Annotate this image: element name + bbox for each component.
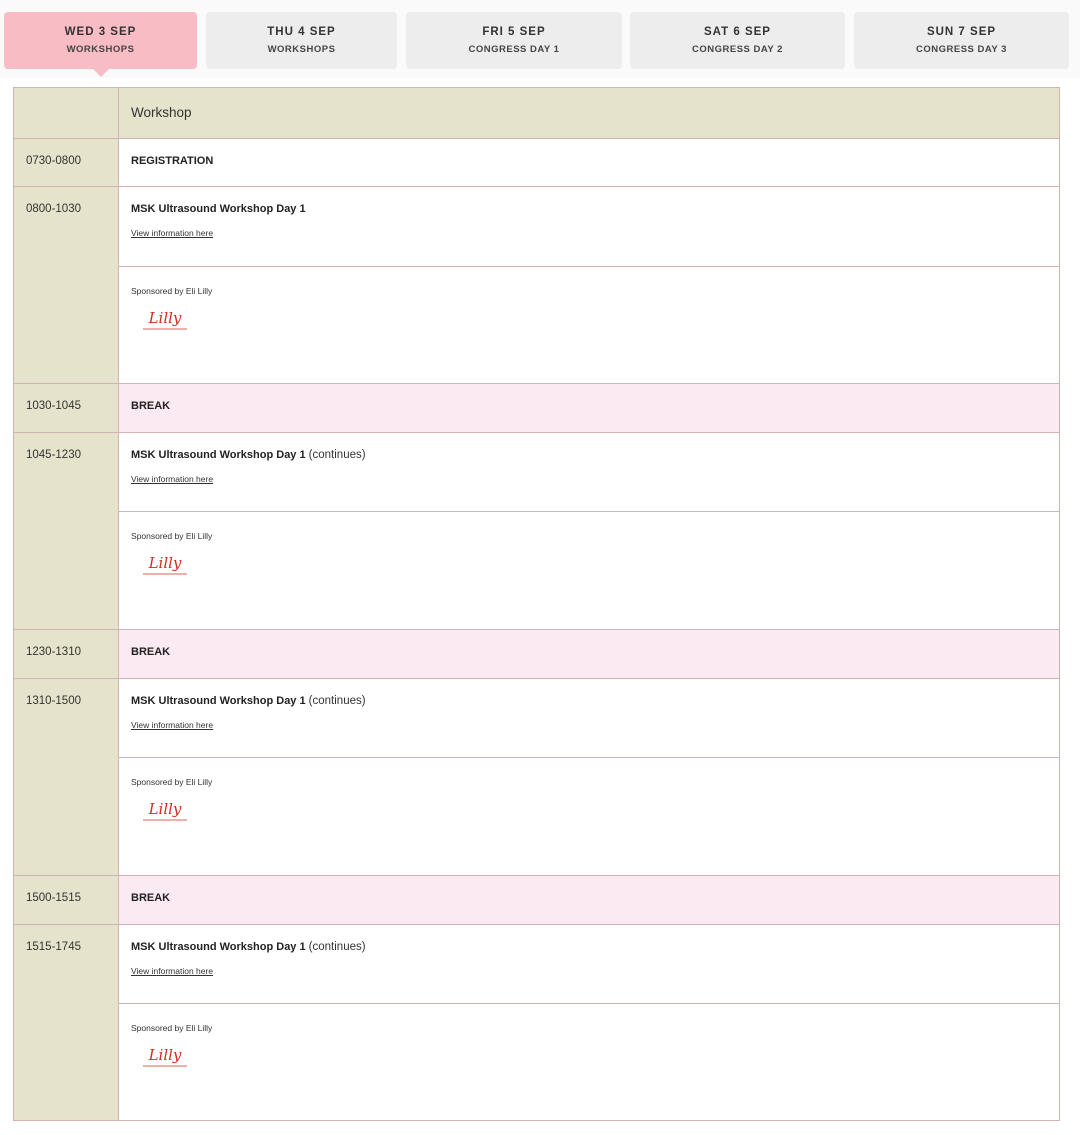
table-row-sponsor xyxy=(14,512,1060,630)
svg-text:Lilly: Lilly xyxy=(148,554,182,572)
tab-sub-label: CONGRESS DAY 2 xyxy=(692,44,783,55)
time-cell: 1310-1500 xyxy=(14,679,119,876)
break-title: BREAK xyxy=(131,400,171,412)
tab-sub-label: WORKSHOPS xyxy=(66,44,135,55)
lilly-logo-icon xyxy=(141,308,189,336)
session-title: MSK Ultrasound Workshop Day 1 xyxy=(131,203,306,215)
sponsor-text: Sponsored by Eli Lilly xyxy=(131,777,213,787)
content-cell xyxy=(119,876,1060,925)
header-time-cell xyxy=(14,88,119,139)
tab-sub-label: WORKSHOPS xyxy=(267,44,336,55)
tab-fri-5-sep[interactable] xyxy=(406,12,622,69)
schedule-table xyxy=(13,87,1060,1121)
table-row xyxy=(14,139,1060,187)
tab-sub-label: CONGRESS DAY 3 xyxy=(916,44,1007,55)
sponsor-cell xyxy=(119,758,1060,876)
day-tabs xyxy=(0,0,1080,78)
session-suffix: (continues) xyxy=(308,941,366,953)
time-cell: 1515-1745 xyxy=(14,925,119,1121)
view-information-link[interactable]: View information here xyxy=(131,720,214,730)
view-information-link[interactable]: View information here xyxy=(131,474,214,484)
svg-text:Lilly: Lilly xyxy=(148,309,182,327)
sponsor-text: Sponsored by Eli Lilly xyxy=(131,286,213,296)
header-workshop-cell: Workshop xyxy=(119,88,1060,139)
tab-thu-4-sep[interactable] xyxy=(206,12,397,69)
session-title: MSK Ultrasound Workshop Day 1 xyxy=(131,695,306,707)
table-row-break xyxy=(14,630,1060,679)
tab-day-label: SUN 7 SEP xyxy=(926,26,997,38)
tab-sat-6-sep[interactable] xyxy=(630,12,845,69)
tab-day-label: THU 4 SEP xyxy=(267,26,336,38)
content-cell xyxy=(119,630,1060,679)
tab-day-label: SAT 6 SEP xyxy=(704,26,771,38)
time-cell: 0800-1030 xyxy=(14,187,119,384)
table-header-row xyxy=(14,88,1060,139)
sponsor-text: Sponsored by Eli Lilly xyxy=(131,531,213,541)
time-cell: 0730-0800 xyxy=(14,139,119,187)
time-cell: 1500-1515 xyxy=(14,876,119,925)
break-title: BREAK xyxy=(131,892,171,904)
svg-text:Lilly: Lilly xyxy=(148,1046,182,1064)
lilly-logo-icon xyxy=(141,799,189,827)
sponsor-cell xyxy=(119,512,1060,630)
view-information-link[interactable]: View information here xyxy=(131,966,214,976)
content-cell xyxy=(119,679,1060,758)
sponsor-text: Sponsored by Eli Lilly xyxy=(131,1023,213,1033)
session-title: REGISTRATION xyxy=(131,155,214,167)
tab-sub-label: CONGRESS DAY 1 xyxy=(468,44,560,55)
table-row-sponsor xyxy=(14,758,1060,876)
break-title: BREAK xyxy=(131,646,171,658)
table-row xyxy=(14,925,1060,1004)
table-row xyxy=(14,433,1060,512)
tab-day-label: WED 3 SEP xyxy=(64,26,137,38)
sponsor-cell xyxy=(119,267,1060,384)
session-title: MSK Ultrasound Workshop Day 1 xyxy=(131,941,306,953)
content-cell xyxy=(119,384,1060,433)
session-suffix: (continues) xyxy=(308,695,366,707)
session-title: MSK Ultrasound Workshop Day 1 xyxy=(131,449,306,461)
table-row xyxy=(14,679,1060,758)
content-cell xyxy=(119,433,1060,512)
time-cell: 1230-1310 xyxy=(14,630,119,679)
session-suffix: (continues) xyxy=(308,449,366,461)
view-information-link[interactable]: View information here xyxy=(131,228,214,238)
table-row-break xyxy=(14,384,1060,433)
content-cell xyxy=(119,187,1060,267)
time-cell: 1045-1230 xyxy=(14,433,119,630)
content-cell xyxy=(119,925,1060,1004)
svg-text:Lilly: Lilly xyxy=(148,800,182,818)
table-row-break xyxy=(14,876,1060,925)
tab-sun-7-sep[interactable] xyxy=(854,12,1069,69)
time-cell: 1030-1045 xyxy=(14,384,119,433)
sponsor-cell xyxy=(119,1004,1060,1121)
tab-wed-3-sep[interactable] xyxy=(4,12,197,69)
table-row-sponsor xyxy=(14,267,1060,384)
tab-day-label: FRI 5 SEP xyxy=(482,26,546,38)
lilly-logo-icon xyxy=(141,553,189,581)
table-row-sponsor xyxy=(14,1004,1060,1121)
table-row xyxy=(14,187,1060,267)
content-cell xyxy=(119,139,1060,187)
lilly-logo-icon xyxy=(141,1045,189,1073)
